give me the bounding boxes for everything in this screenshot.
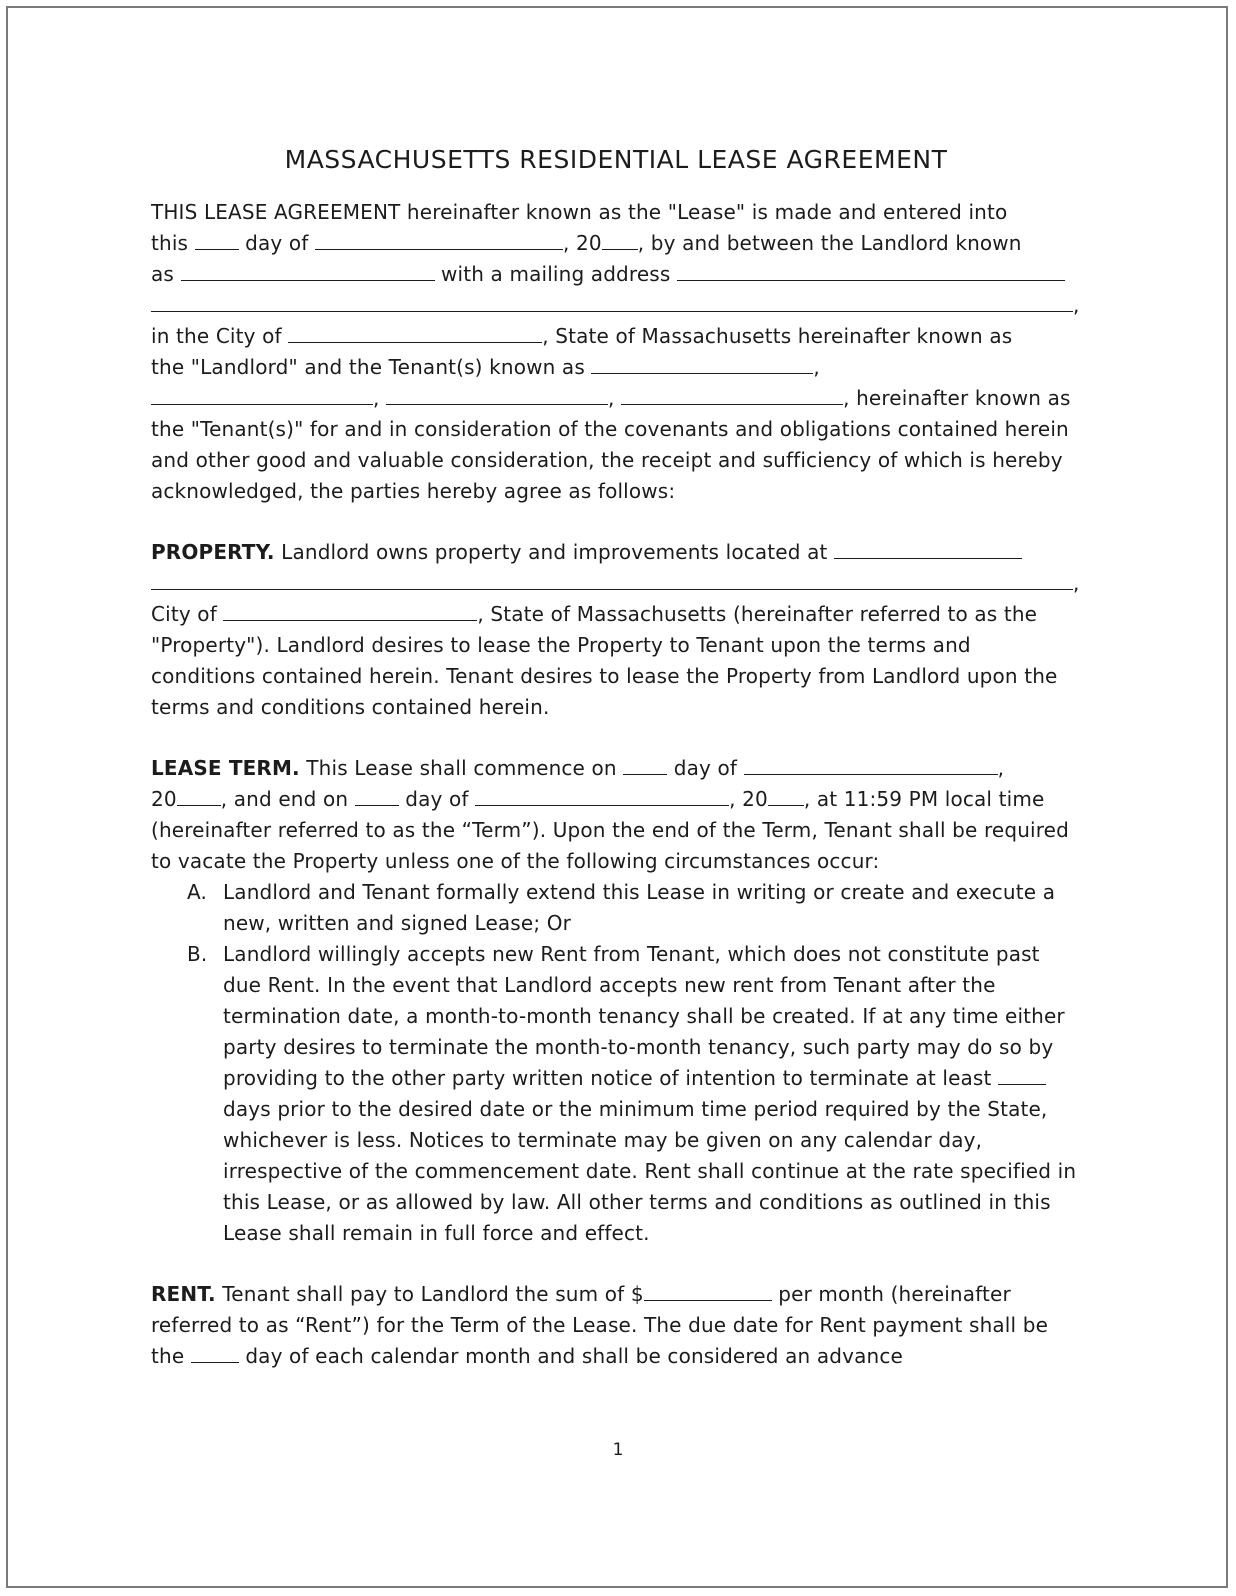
day-blank[interactable] — [195, 231, 239, 250]
rent-amount-blank[interactable] — [644, 1282, 772, 1301]
year-blank[interactable] — [602, 231, 638, 250]
lease-term-text: 20 — [151, 787, 177, 811]
intro-line — [151, 197, 1081, 228]
list-marker: A. — [187, 880, 207, 904]
intro-text: , — [608, 386, 615, 410]
intro-text: , hereinafter known as — [843, 386, 1071, 410]
intro-line — [151, 352, 1081, 383]
landlord-name-blank[interactable] — [181, 262, 435, 281]
property-text: , State of Massachusetts (hereinafter referred to as the "Property"). Landlord desires to lease the Property to Tenant upon the terms and conditions contained herein. Tenant desires to lease the Property from Landlord upon the terms and conditions contained herein. — [151, 602, 1058, 719]
intro-text: , — [813, 355, 820, 379]
document-page — [151, 143, 1081, 1402]
tenant-name-blank[interactable] — [621, 386, 843, 405]
property-line — [151, 568, 1081, 599]
intro-text: , — [1073, 293, 1080, 317]
intro-text: , State of Massachusetts hereinafter known as — [542, 324, 1013, 348]
intro-text: as — [151, 262, 174, 286]
intro-text: this — [151, 231, 189, 255]
lease-term-text: , 20 — [729, 787, 768, 811]
notice-days-blank[interactable] — [998, 1066, 1046, 1085]
property-city-blank[interactable] — [223, 602, 477, 621]
list-item-text: Landlord willingly accepts new Rent from Tenant, which does not constitute past due Rent. In the event that Landlord accepts new rent from Tenant after the termination date, a month-to-month tenancy shall be created. If at any time either party desires to terminate the month-to-month tenancy, such party may do so by providing to the other party written notice of intention to terminate at least — [223, 942, 1065, 1090]
start-month-blank[interactable] — [744, 756, 998, 775]
property-line — [151, 537, 1081, 568]
tenant-name-blank[interactable] — [386, 386, 608, 405]
end-year-blank[interactable] — [768, 787, 804, 806]
landlord-city-blank[interactable] — [288, 324, 542, 343]
end-month-blank[interactable] — [475, 787, 729, 806]
rent-section — [151, 1279, 1081, 1372]
intro-text: day of — [245, 231, 309, 255]
list-item — [151, 877, 1081, 939]
lease-term-text: day of — [405, 787, 469, 811]
tenant-name-blank[interactable] — [591, 355, 813, 374]
intro-text: THIS LEASE AGREEMENT hereinafter known as the "Lease" is made and entered into — [151, 200, 1008, 224]
lease-term-line — [151, 753, 1081, 784]
intro-line — [151, 290, 1081, 321]
mailing-address-blank[interactable] — [677, 262, 1065, 281]
intro-text: with a mailing address — [441, 262, 671, 286]
intro-line — [151, 414, 1081, 507]
property-heading: PROPERTY. — [151, 540, 275, 564]
property-section — [151, 537, 1081, 723]
property-text: Landlord owns property and improvements located at — [281, 540, 828, 564]
tenant-name-blank[interactable] — [151, 386, 373, 405]
list-item-text: days prior to the desired date or the minimum time period required by the State, whichever is less. Notices to terminate may be given on any calendar day, irrespective of the commencement date. Rent shall continue at the rate specified in this Lease, or as allowed by law. All other terms and conditions as outlined in this Lease shall remain in full force and effect. — [223, 1097, 1077, 1245]
rent-text: Tenant shall pay to Landlord the sum of $ — [222, 1282, 644, 1306]
intro-line — [151, 228, 1081, 259]
intro-text: the "Tenant(s)" for and in consideration of the covenants and obligations contained herein and other good and valuable consideration, the receipt and sufficiency of which is hereby acknowledged, the parties hereby agree as follows: — [151, 417, 1069, 503]
lease-term-text: , at 11:59 PM local time — [803, 787, 1045, 811]
page-number: 1 — [612, 1440, 624, 1460]
lease-term-text: (hereinafter referred to as the “Term”). Upon the end of the Term, Tenant shall be required to vacate the Property unless one of the following circumstances occur: — [151, 818, 1069, 873]
intro-text: , — [373, 386, 380, 410]
circumstances-list — [151, 877, 1081, 1249]
rent-due-day-blank[interactable] — [191, 1344, 239, 1363]
end-day-blank[interactable] — [355, 787, 399, 806]
property-text: , — [1073, 571, 1080, 595]
intro-line — [151, 383, 1081, 414]
mailing-address-continued-blank[interactable] — [151, 293, 1073, 312]
rent-text: day of each calendar month and shall be considered an advance — [245, 1344, 903, 1368]
property-text: City of — [151, 602, 217, 626]
lease-term-text: day of — [673, 756, 738, 780]
document-title: MASSACHUSETTS RESIDENTIAL LEASE AGREEMENT — [284, 145, 948, 174]
intro-text: in the City of — [151, 324, 282, 348]
lease-term-line — [151, 815, 1081, 877]
intro-text: , 20 — [562, 231, 602, 255]
intro-paragraph — [151, 197, 1081, 507]
lease-term-text: This Lease shall commence on — [306, 756, 617, 780]
list-marker: B. — [187, 942, 208, 966]
lease-term-line — [151, 784, 1081, 815]
intro-text: the "Landlord" and the Tenant(s) known as — [151, 355, 585, 379]
start-day-blank[interactable] — [623, 756, 667, 775]
property-address-continued-blank[interactable] — [151, 571, 1073, 590]
property-line — [151, 599, 1081, 723]
list-item — [151, 939, 1081, 1249]
intro-line — [151, 259, 1081, 290]
intro-line — [151, 321, 1081, 352]
lease-term-heading: LEASE TERM. — [151, 756, 300, 780]
lease-term-section — [151, 753, 1081, 1249]
rent-line — [151, 1279, 1081, 1372]
month-blank[interactable] — [315, 231, 563, 250]
rent-heading: RENT. — [151, 1282, 216, 1306]
list-item-text: Landlord and Tenant formally extend this Lease in writing or create and execute a new, written and signed Lease; Or — [223, 880, 1056, 935]
start-year-blank[interactable] — [177, 787, 221, 806]
lease-term-text: , — [997, 756, 1005, 780]
property-address-blank[interactable] — [834, 540, 1022, 559]
lease-term-text: , and end on — [220, 787, 349, 811]
rent-text: per month (hereinafter referred to as “Rent”) for the Term of the Lease. The due date for Rent payment shall be the — [151, 1282, 1049, 1368]
intro-text: , by and between the Landlord known — [637, 231, 1022, 255]
